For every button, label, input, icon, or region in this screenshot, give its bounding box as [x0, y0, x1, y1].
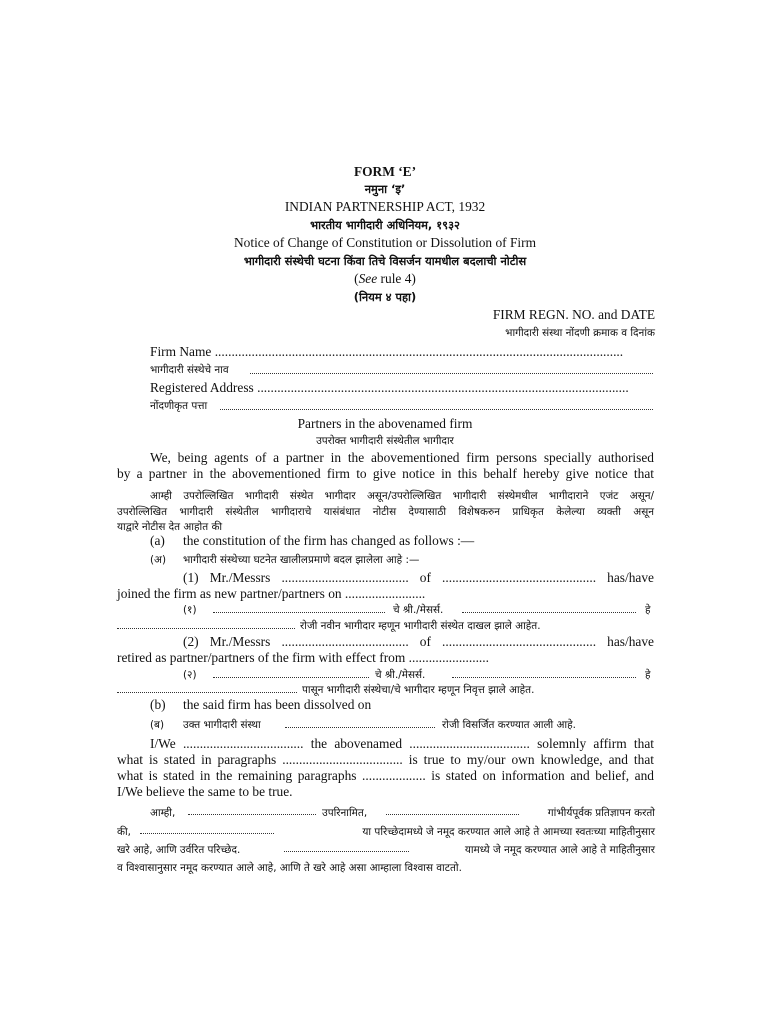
item-b-label-marathi: (ब): [150, 719, 165, 731]
firm-regn-label-marathi: भागीदारी संस्था नोंदणी क्रमाक व दिनांक: [505, 327, 655, 339]
intro-marathi-line-2: उपरोल्लिखित भागीदारी संस्थेतील भागीदाराचे यासंबंधात नोटीस देण्यासाठी विशेषकरुन प्राधिकृत केलेल्या व्यक्ती असून: [117, 506, 654, 518]
affirm-marathi-2a: की,: [117, 826, 131, 838]
partner-retired-marathi-line-c[interactable]: [117, 692, 297, 693]
notice-title-marathi: भागीदारी संस्थेची घटना किंवा तिचे विसर्जन यामधील बदलाची नोटीस: [243, 254, 527, 268]
intro-marathi-line-1: आम्ही उपरोल्लिखित भागीदारी संस्थेत भागीदार असून/उपरोल्लिखित भागीदारी संस्थेमधील भागीदाराने एजंट असून/: [150, 490, 654, 502]
intro-line-1: We, being agents of a partner in the abovementioned firm persons specially authorised: [150, 450, 654, 465]
intro-line-2: by a partner in the abovementioned firm to give notice in this behalf hereby give notice that: [117, 466, 654, 481]
affirm-marathi-4: व विश्वासानुसार नमूद करण्यात आले आहे, आणि ते खरे आहे असा आम्हाला विश्वास वाटतो.: [117, 862, 462, 874]
item-b-text: the said firm has been dissolved on: [183, 697, 372, 712]
affirm-line-3[interactable]: what is stated in the remaining paragraphs ................... is stated on information and belief, and: [117, 768, 654, 783]
affirm-marathi-1b: उपरिनामित,: [322, 807, 368, 819]
partner-retired-marathi-mid: चे श्री./मेसर्स.: [375, 669, 426, 681]
partner-joined-marathi-mid: चे श्री./मेसर्स.: [393, 604, 444, 616]
item-a-label: (a): [150, 533, 165, 548]
affirm-line-4: I/We believe the same to be true.: [117, 784, 293, 799]
partner-joined-line-2[interactable]: joined the firm as new partner/partners on ........................: [117, 586, 426, 601]
partner-retired-marathi-line-2: पासून भागीदारी संस्थेचा/चे भागीदार म्हणून निवृत्त झाले आहेत.: [302, 684, 535, 696]
firm-name-field[interactable]: Firm Name ..........................................................................................................................: [150, 344, 624, 359]
act-title: INDIAN PARTNERSHIP ACT, 1932: [284, 199, 486, 214]
firm-name-label-marathi: भागीदारी संस्थेचे नाव: [150, 364, 229, 376]
partner-retired-marathi-line-b[interactable]: [452, 677, 636, 678]
partner-retired-marathi-line-a[interactable]: [213, 677, 369, 678]
dissolved-date-line[interactable]: [285, 727, 435, 728]
partner-joined-marathi-num: (१): [183, 604, 197, 616]
item-a-label-marathi: (अ): [150, 554, 167, 566]
registered-address-field[interactable]: Registered Address ...............................................................................................................: [150, 380, 629, 395]
partners-heading-marathi: उपरोक्त भागीदारी संस्थेतील भागीदार: [316, 435, 454, 447]
affirm-marathi-3b: यामध्ये जे नमूद करण्यात आले आहे ते माहितीनुसार: [464, 844, 655, 856]
firm-name-marathi-line[interactable]: [250, 373, 653, 374]
partner-retired-marathi-end: हे: [645, 669, 651, 681]
partner-retired-line-2[interactable]: retired as partner/partners of the firm with effect from ........................: [117, 650, 489, 665]
partner-retired-marathi-num: (२): [183, 669, 197, 681]
affirm-line-2[interactable]: what is stated in paragraphs .................................... is true to my/our own knowledge, and that: [117, 752, 654, 767]
item-b-end-marathi: रोजी विसर्जित करण्यात आली आहे.: [442, 719, 576, 731]
notice-title: Notice of Change of Constitution or Dissolution of Firm: [233, 235, 536, 250]
item-b-label: (b): [150, 697, 166, 712]
partner-joined-line-1[interactable]: (1) Mr./Messrs ...................................... of .............................................. has/have: [183, 570, 654, 585]
partner-joined-marathi-end: हे: [645, 604, 651, 616]
affirm-marathi-line-a[interactable]: [188, 814, 316, 815]
form-title: FORM ‘E’: [353, 164, 417, 179]
affirm-marathi-2b: या परिच्छेदामध्ये जे नमूद करण्यात आले आहे ते आमच्या स्वतःच्या माहितीनुसार: [362, 826, 655, 838]
partner-retired-line-1[interactable]: (2) Mr./Messrs ...................................... of .............................................. has/have: [183, 634, 654, 649]
firm-regn-label: FIRM REGN. NO. and DATE: [492, 307, 655, 322]
affirm-marathi-line-c[interactable]: [140, 833, 274, 834]
form-title-marathi: नमुना ‘इ’: [364, 182, 406, 196]
registered-address-label-marathi: नोंदणीकृत पत्ता: [150, 400, 208, 412]
rule-reference-marathi: (नियम ४ पहा): [353, 290, 417, 304]
partner-joined-marathi-line-2: रोजी नवीन भागीदार म्हणून भागीदारी संस्थेत दाखल झाले आहेत.: [300, 620, 541, 632]
registered-address-marathi-line[interactable]: [220, 409, 653, 410]
affirm-marathi-1a: आम्ही,: [150, 807, 176, 819]
rule-reference: (See rule 4): [354, 271, 416, 286]
item-a-text-marathi: भागीदारी संस्थेच्या घटनेत खालीलप्रमाणे बदल झालेला आहे :—: [183, 554, 420, 566]
item-b-text-marathi: उक्त भागीदारी संस्था: [183, 719, 261, 731]
item-a-text: the constitution of the firm has changed as follows :—: [183, 533, 475, 548]
partner-joined-marathi-line-a[interactable]: [213, 612, 385, 613]
affirm-line-1[interactable]: I/We .................................... the abovenamed .................................... solemnly affirm that: [150, 736, 654, 751]
partner-joined-marathi-line-b[interactable]: [462, 612, 636, 613]
affirm-marathi-line-d[interactable]: [284, 851, 409, 852]
affirm-marathi-3a: खरे आहे, आणि उर्वरित परिच्छेद.: [117, 844, 241, 856]
affirm-marathi-1c: गांभीर्यपूर्वक प्रतिज्ञापन करतो: [547, 807, 655, 819]
affirm-marathi-line-b[interactable]: [386, 814, 519, 815]
partners-heading: Partners in the abovenamed firm: [297, 416, 473, 431]
intro-marathi-line-3: याद्वारे नोटीस देत आहोत की: [117, 521, 223, 533]
act-title-marathi: भारतीय भागीदारी अधिनियम, १९३२: [310, 218, 460, 232]
partner-joined-marathi-line-c[interactable]: [117, 628, 295, 629]
